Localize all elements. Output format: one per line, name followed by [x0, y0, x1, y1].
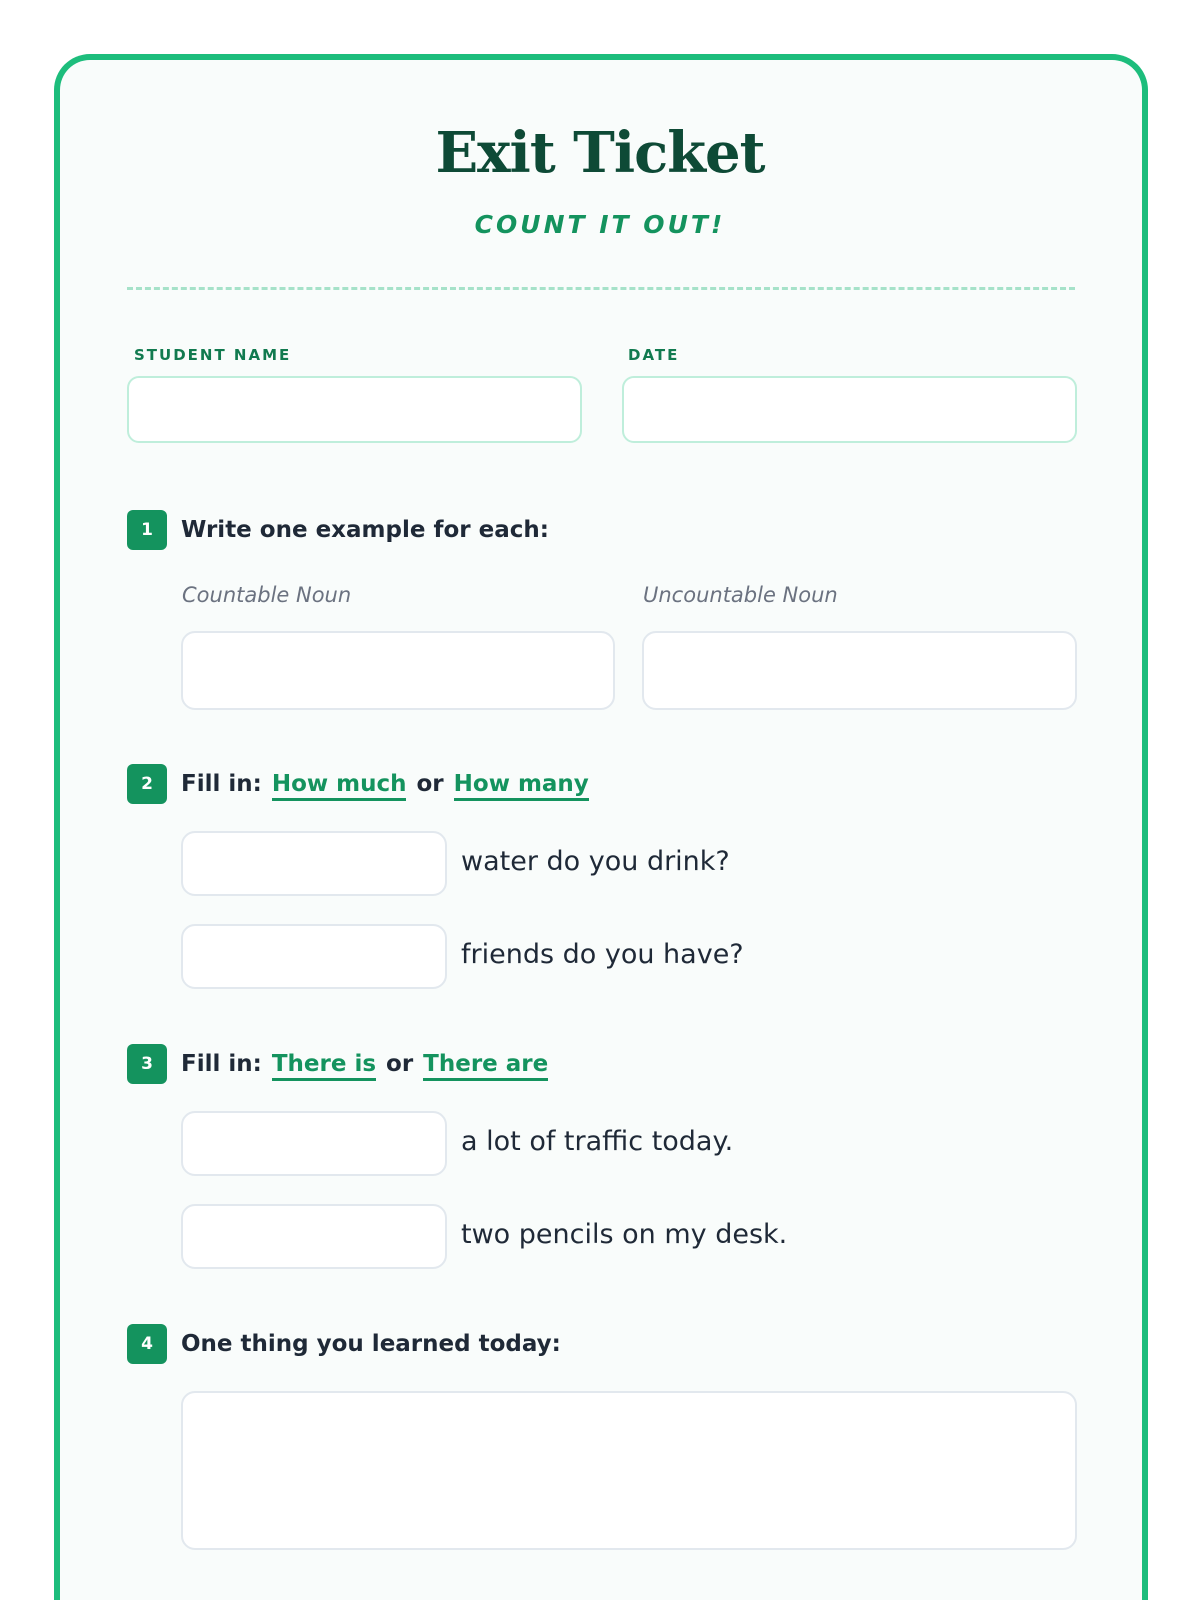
- question-3-number-badge: 3: [127, 1044, 167, 1084]
- question-1-number-badge: 1: [127, 510, 167, 550]
- uncountable-noun-input[interactable]: [642, 631, 1077, 710]
- q3-sentence-1: a lot of traffic today.: [461, 1126, 734, 1157]
- question-3-prefix: Fill in:: [181, 1051, 262, 1077]
- countable-noun-input[interactable]: [181, 631, 615, 710]
- student-name-label: STUDENT NAME: [134, 346, 292, 364]
- uncountable-noun-label: Uncountable Noun: [643, 583, 838, 607]
- student-name-input[interactable]: [127, 376, 582, 443]
- q2-answer-2-input[interactable]: [181, 924, 447, 989]
- q3-sentence-2: two pencils on my desk.: [461, 1219, 788, 1250]
- exit-ticket-card: [54, 54, 1148, 1600]
- q2-answer-1-input[interactable]: [181, 831, 447, 896]
- option-there-is: There is: [272, 1051, 376, 1081]
- question-2-prompt: [181, 764, 599, 804]
- q3-answer-2-input[interactable]: [181, 1204, 447, 1269]
- question-2-prefix: Fill in:: [181, 771, 262, 797]
- page-title: Exit Ticket: [435, 120, 765, 186]
- option-how-much: How much: [272, 771, 407, 801]
- question-1-prompt: Write one example for each:: [181, 517, 549, 543]
- q3-answer-1-input[interactable]: [181, 1111, 447, 1176]
- header-divider: [127, 287, 1075, 290]
- countable-noun-label: Countable Noun: [182, 583, 352, 607]
- question-4-number-badge: 4: [127, 1324, 167, 1364]
- question-4-prompt: One thing you learned today:: [181, 1331, 561, 1357]
- question-3-joiner: or: [386, 1051, 414, 1077]
- option-there-are: There are: [423, 1051, 548, 1081]
- q2-sentence-1: water do you drink?: [461, 846, 730, 877]
- page-subtitle: COUNT IT OUT!: [474, 210, 726, 239]
- question-2-number-badge: 2: [127, 764, 167, 804]
- option-how-many: How many: [454, 771, 589, 801]
- date-label: DATE: [628, 346, 680, 364]
- date-input[interactable]: [622, 376, 1077, 443]
- question-2-joiner: or: [416, 771, 444, 797]
- learned-today-textarea[interactable]: [181, 1391, 1077, 1550]
- question-3-prompt: [181, 1044, 558, 1084]
- q2-sentence-2: friends do you have?: [461, 939, 744, 970]
